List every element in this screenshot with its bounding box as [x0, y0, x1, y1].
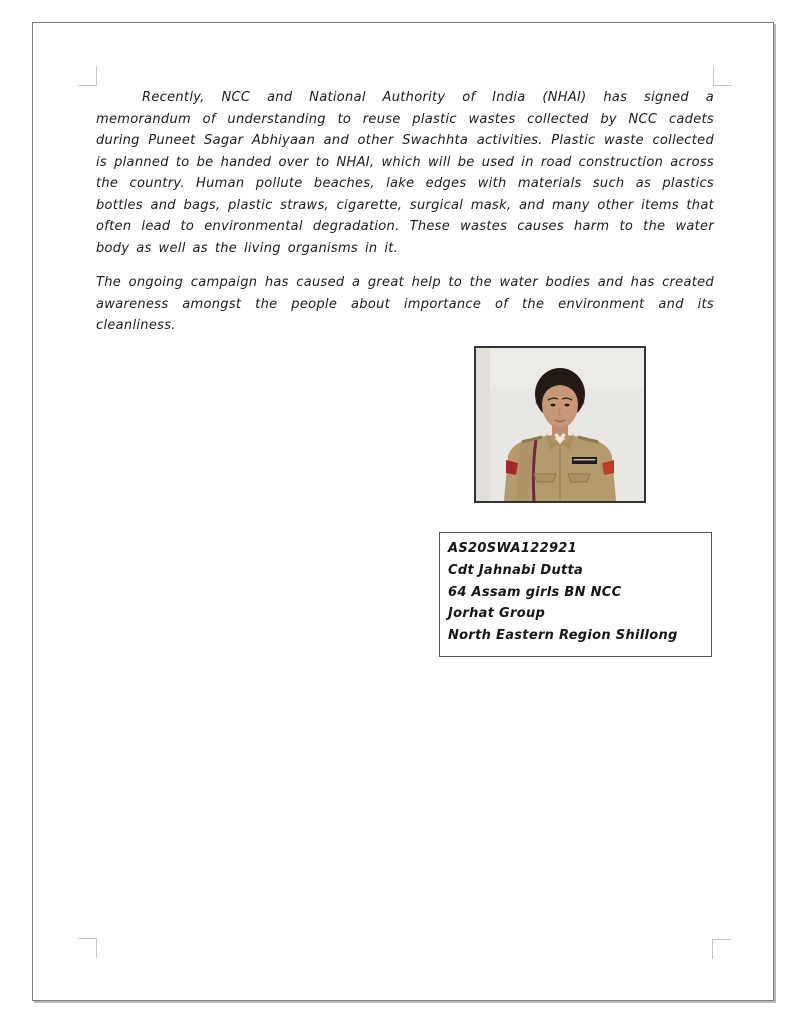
- signature-cadet-name: Cdt Jahnabi Dutta: [448, 562, 584, 578]
- crop-mark-top-left: [78, 66, 97, 86]
- document-body: [96, 87, 714, 337]
- signature-box: [439, 532, 712, 657]
- crop-mark-bottom-right: [712, 939, 731, 959]
- signature-region: North Eastern Region Shillong: [448, 628, 678, 644]
- signature-battalion: 64 Assam girls BN NCC: [448, 584, 622, 600]
- crop-mark-top-right: [713, 66, 732, 86]
- body-paragraph-1: Recently, NCC and National Authority of India (NHAI) has signed a memorandum of understanding to reuse plastic wastes collected by NCC cadets during Puneet Sagar Abhiyaan and other Swachhta activities. Plastic waste collected is planned to be handed over to NHAI, which will be used in road construction across the country. Human pollute beaches, lake edges with materials such as plastics bottles and bags, plastic straws, cigarette, surgical mask, and many other items that often lead to environmental degradation. These wastes causes harm to the water body as well as the living organisms in it.: [96, 90, 714, 256]
- crop-mark-bottom-left: [78, 938, 97, 958]
- document-page: [32, 22, 774, 1001]
- signature-regimental-number: AS20SWA122921: [448, 541, 577, 556]
- body-paragraph-2: The ongoing campaign has caused a great help to the water bodies and has created awareness amongst the people about importance of the environment and its cleanliness.: [96, 275, 714, 333]
- cadet-photo-illustration: [476, 348, 644, 501]
- cadet-photo: [474, 346, 646, 503]
- signature-group: Jorhat Group: [448, 606, 546, 622]
